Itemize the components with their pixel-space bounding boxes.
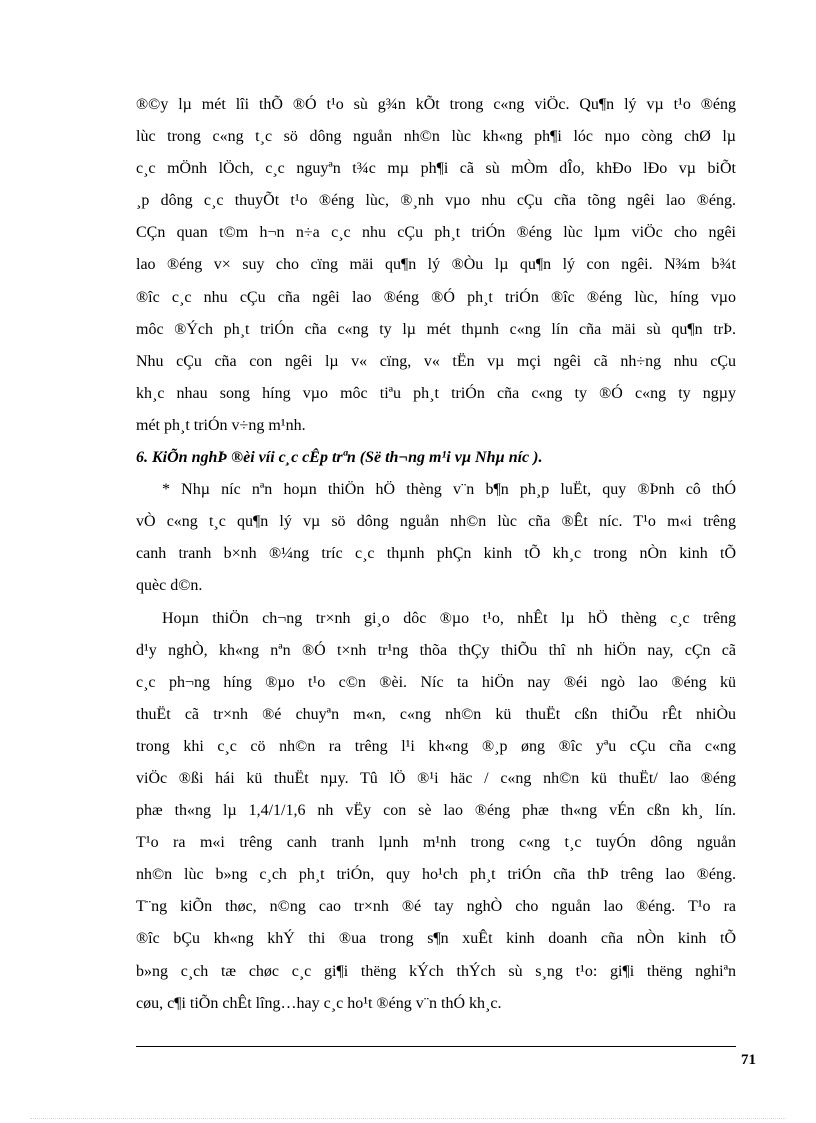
text-line: phæ th«ng lµ 1,4/1/1,6 nh vËy con sè lao ®éng phæ th«ng vÉn cßn kh¸ lín. bbox=[136, 802, 736, 820]
text-line: Hoµn thiÖn ch¬ng tr×nh gi¸o dôc ®µo t¹o, nhÊt lµ hÖ thèng c¸c trêng bbox=[162, 609, 736, 627]
text-line: ®îc bÇu kh«ng khÝ thi ®ua trong s¶n xuÊt kinh doanh cña nÒn kinh tÕ bbox=[136, 930, 736, 948]
text-line: mét ph¸t triÓn v÷ng m¹nh. bbox=[136, 416, 306, 434]
text-line: viÖc ®ßi hái kü thuËt nµy. Tû lÖ ®¹i häc / c«ng nh©n kü thuËt/ lao ®éng bbox=[136, 769, 736, 787]
text-line: CÇn quan t©m h¬n n÷a c¸c nhu cÇu ph¸t triÓn ®éng lùc lµm viÖc cho ngêi bbox=[136, 224, 736, 242]
text-line: * Nhµ níc nªn hoµn thiÖn hÖ thèng v¨n b¶n ph¸p luËt, quy ®Þnh cô thÓ bbox=[162, 481, 736, 499]
section-heading: 6. KiÕn nghÞ ®èi víi c¸c cÊp trªn (Së th¬ng m¹i vµ Nhµ níc ). bbox=[136, 449, 543, 467]
text-line: c¸c ph¬ng híng ®µo t¹o c©n ®èi. Níc ta hiÖn nay ®éi ngò lao ®éng kü bbox=[136, 673, 736, 691]
text-line: ®îc c¸c nhu cÇu cña ngêi lao ®éng ®Ó ph¸t triÓn ®îc ®éng lùc, híng vµo bbox=[136, 288, 736, 306]
text-line: c¸c mÖnh lÖch, c¸c nguyªn t¾c mµ ph¶i cã sù mÒm dÎo, khÐo lÐo vµ biÕt bbox=[136, 160, 736, 178]
text-line: b»ng c¸ch tæ chøc c¸c gi¶i thëng kÝch thÝch sù s¸ng t¹o: gi¶i thëng nghiªn bbox=[136, 962, 736, 980]
body-text bbox=[136, 89, 736, 1020]
text-line: kh¸c nhau song híng vµo môc tiªu ph¸t triÓn cña c«ng ty ®Ó c«ng ty ngµy bbox=[136, 384, 736, 402]
text-line: T¨ng kiÕn thøc, n©ng cao tr×nh ®é tay nghÒ cho nguån lao ®éng. T¹o ra bbox=[136, 898, 736, 916]
text-line: d¹y nghÒ, kh«ng nªn ®Ó t×nh tr¹ng thõa thÇy thiÕu thî nh hiÖn nay, cÇn cã bbox=[136, 641, 736, 659]
text-line: canh tranh b×nh ®¼ng tríc c¸c thµnh phÇn kinh tÕ kh¸c trong nÒn kinh tÕ bbox=[136, 545, 736, 563]
page-bottom-edge bbox=[30, 1118, 786, 1119]
text-line: cøu, c¶i tiÕn chÊt lîng…hay c¸c ho¹t ®éng v¨n thÓ kh¸c. bbox=[136, 994, 502, 1012]
page-number: 71 bbox=[741, 1052, 756, 1068]
text-line: lùc trong c«ng t¸c sö dông nguån nh©n lùc kh«ng ph¶i lóc nµo còng chØ lµ bbox=[136, 128, 736, 146]
text-line: nh©n lùc b»ng c¸ch ph¸t triÓn, quy ho¹ch ph¸t triÓn cña thÞ trêng lao ®éng. bbox=[136, 866, 736, 884]
text-line: T¹o ra m«i trêng canh tranh lµnh m¹nh trong c«ng t¸c tuyÓn dông nguån bbox=[136, 834, 736, 852]
text-line: ¸p dông c¸c thuyÕt t¹o ®éng lùc, ®¸nh vµo nhu cÇu cña tõng ngêi lao ®éng. bbox=[136, 192, 736, 210]
text-line: môc ®Ých ph¸t triÓn cña c«ng ty lµ mét thµnh c«ng lín cña mäi sù qu¶n trÞ. bbox=[136, 320, 736, 338]
text-line: Nhu cÇu cña con ngêi lµ v« cïng, v« tËn vµ mçi ngêi cã nh÷ng nhu cÇu bbox=[136, 352, 736, 370]
text-line: trong khi c¸c cö nh©n ra trêng l¹i kh«ng ®¸p øng ®îc yªu cÇu cña c«ng bbox=[136, 737, 736, 755]
text-line: ®©y lµ mét lîi thÕ ®Ó t¹o sù g¾n kÕt trong c«ng viÖc. Qu¶n lý vµ t¹o ®éng bbox=[136, 96, 736, 113]
footer-divider bbox=[136, 1046, 736, 1047]
text-line: quèc d©n. bbox=[136, 577, 203, 595]
text-line: vÒ c«ng t¸c qu¶n lý vµ sö dông nguån nh©n lùc cña ®Êt níc. T¹o m«i trêng bbox=[136, 513, 736, 531]
text-line: thuËt cã tr×nh ®é chuyªn m«n, c«ng nh©n kü thuËt cßn thiÕu rÊt nhiÒu bbox=[136, 705, 736, 723]
text-line: lao ®éng v× suy cho cïng mäi qu¶n lý ®Òu lµ qu¶n lý con ngêi. N¾m b¾t bbox=[136, 256, 736, 274]
